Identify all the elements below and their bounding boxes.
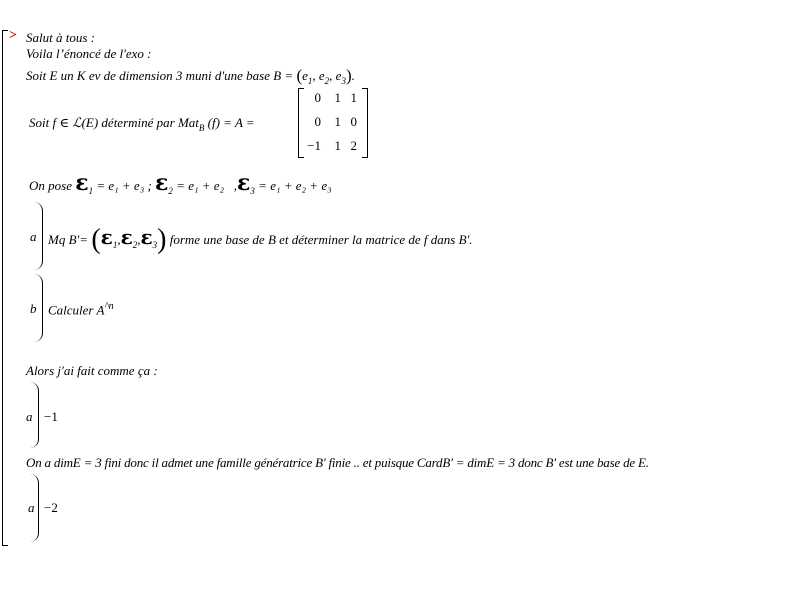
eps-sub-1: 1 (112, 240, 118, 250)
eps-sub-3: 3 (152, 240, 158, 250)
space-definition-text: Soit E un K ev de dimension 3 muni d'une base B = (26, 68, 294, 83)
base-sub-3: 3 (341, 76, 346, 86)
matrix-cell: 1 (350, 90, 357, 105)
matrix-cell: −1 (307, 138, 321, 153)
matrix-cell: 0 (314, 114, 321, 129)
period: . (351, 68, 355, 83)
epsilon-symbol: ε (75, 170, 89, 196)
statement-intro-line: Voila l’énoncé de l'exo : (26, 46, 152, 61)
answer-a1-index: −1 (44, 409, 58, 424)
question-a-suffix: forme une base de B et déterminer la matrice de f dans B'. (169, 232, 473, 247)
epsilon-symbol: ε (237, 170, 251, 196)
eps-sub-3: 3 (250, 186, 255, 196)
base-e: , e (312, 68, 325, 83)
base-sub-2: 2 (324, 76, 330, 86)
open-paren: ( (296, 66, 303, 85)
definition-text: Soit f ∈ ℒ(E) déterminé par Mat (29, 115, 199, 130)
epsilon-symbol: ε (140, 225, 153, 249)
prompt-arrow-icon: > (9, 28, 17, 43)
reasoning-line: On a dimE = 3 fini donc il admet une famille génératrice B' finie .. et puisque CardB' = dimE = 3 donc B' est une base de E. (26, 455, 649, 470)
eps-sub-2: 2 (132, 240, 138, 250)
matrix-cell: 1 (334, 90, 341, 105)
eps-sub-1: 1 (88, 186, 94, 196)
question-b-label: Calculer A (48, 302, 105, 318)
epsilon-symbol: ε (155, 170, 169, 196)
question-b-letter: b (30, 301, 37, 316)
open-paren: ( (91, 224, 101, 255)
eps3-definition: = e₁ + e₂ + e₃ (258, 178, 332, 193)
comma: , (137, 232, 141, 247)
matrix-a (298, 88, 368, 158)
space-definition-line (26, 66, 355, 86)
epsilon-symbol: ε (120, 225, 133, 249)
answer-a1-letter: a (26, 409, 33, 424)
power-superscript: ^n (104, 301, 114, 312)
eps1-definition: = e₁ + e₃ ; (96, 178, 152, 193)
matrix-cell: 0 (350, 114, 357, 129)
base-e: , e (329, 68, 342, 83)
base-sub-1: 1 (307, 76, 313, 86)
mat-subscript: B (198, 123, 205, 133)
definition-arg: (f) = A = (207, 115, 255, 130)
comma: , (117, 232, 121, 247)
answer-a2-index: −2 (44, 500, 58, 515)
matrix-cell: 1 (334, 114, 341, 129)
greeting-line: Salut à tous : (26, 30, 95, 45)
basis-change-definition (29, 172, 332, 194)
execution-group-bracket[interactable] (2, 30, 8, 546)
answer-a2-letter: a (28, 500, 35, 515)
matrix-cell: 0 (314, 90, 321, 105)
answer-heading: Alors j'ai fait comme ça : (26, 363, 158, 378)
matrix-cell: 1 (334, 138, 341, 153)
question-a-prefix: Mq B'= (48, 232, 89, 247)
close-paren: ) (345, 66, 352, 85)
question-b-text (48, 301, 114, 318)
eps-sub-2: 2 (168, 186, 173, 196)
close-paren: ) (157, 224, 167, 255)
endomorphism-definition (29, 115, 255, 131)
base-e: e (302, 68, 308, 83)
question-a-letter: a (30, 229, 37, 244)
pose-label: On pose (29, 178, 72, 193)
question-a-text (48, 224, 473, 255)
matrix-cell: 2 (350, 138, 357, 153)
epsilon-symbol: ε (100, 225, 113, 249)
separator-comma: , (233, 178, 238, 193)
eps2-definition: = e₁ + e₂ (176, 178, 225, 193)
